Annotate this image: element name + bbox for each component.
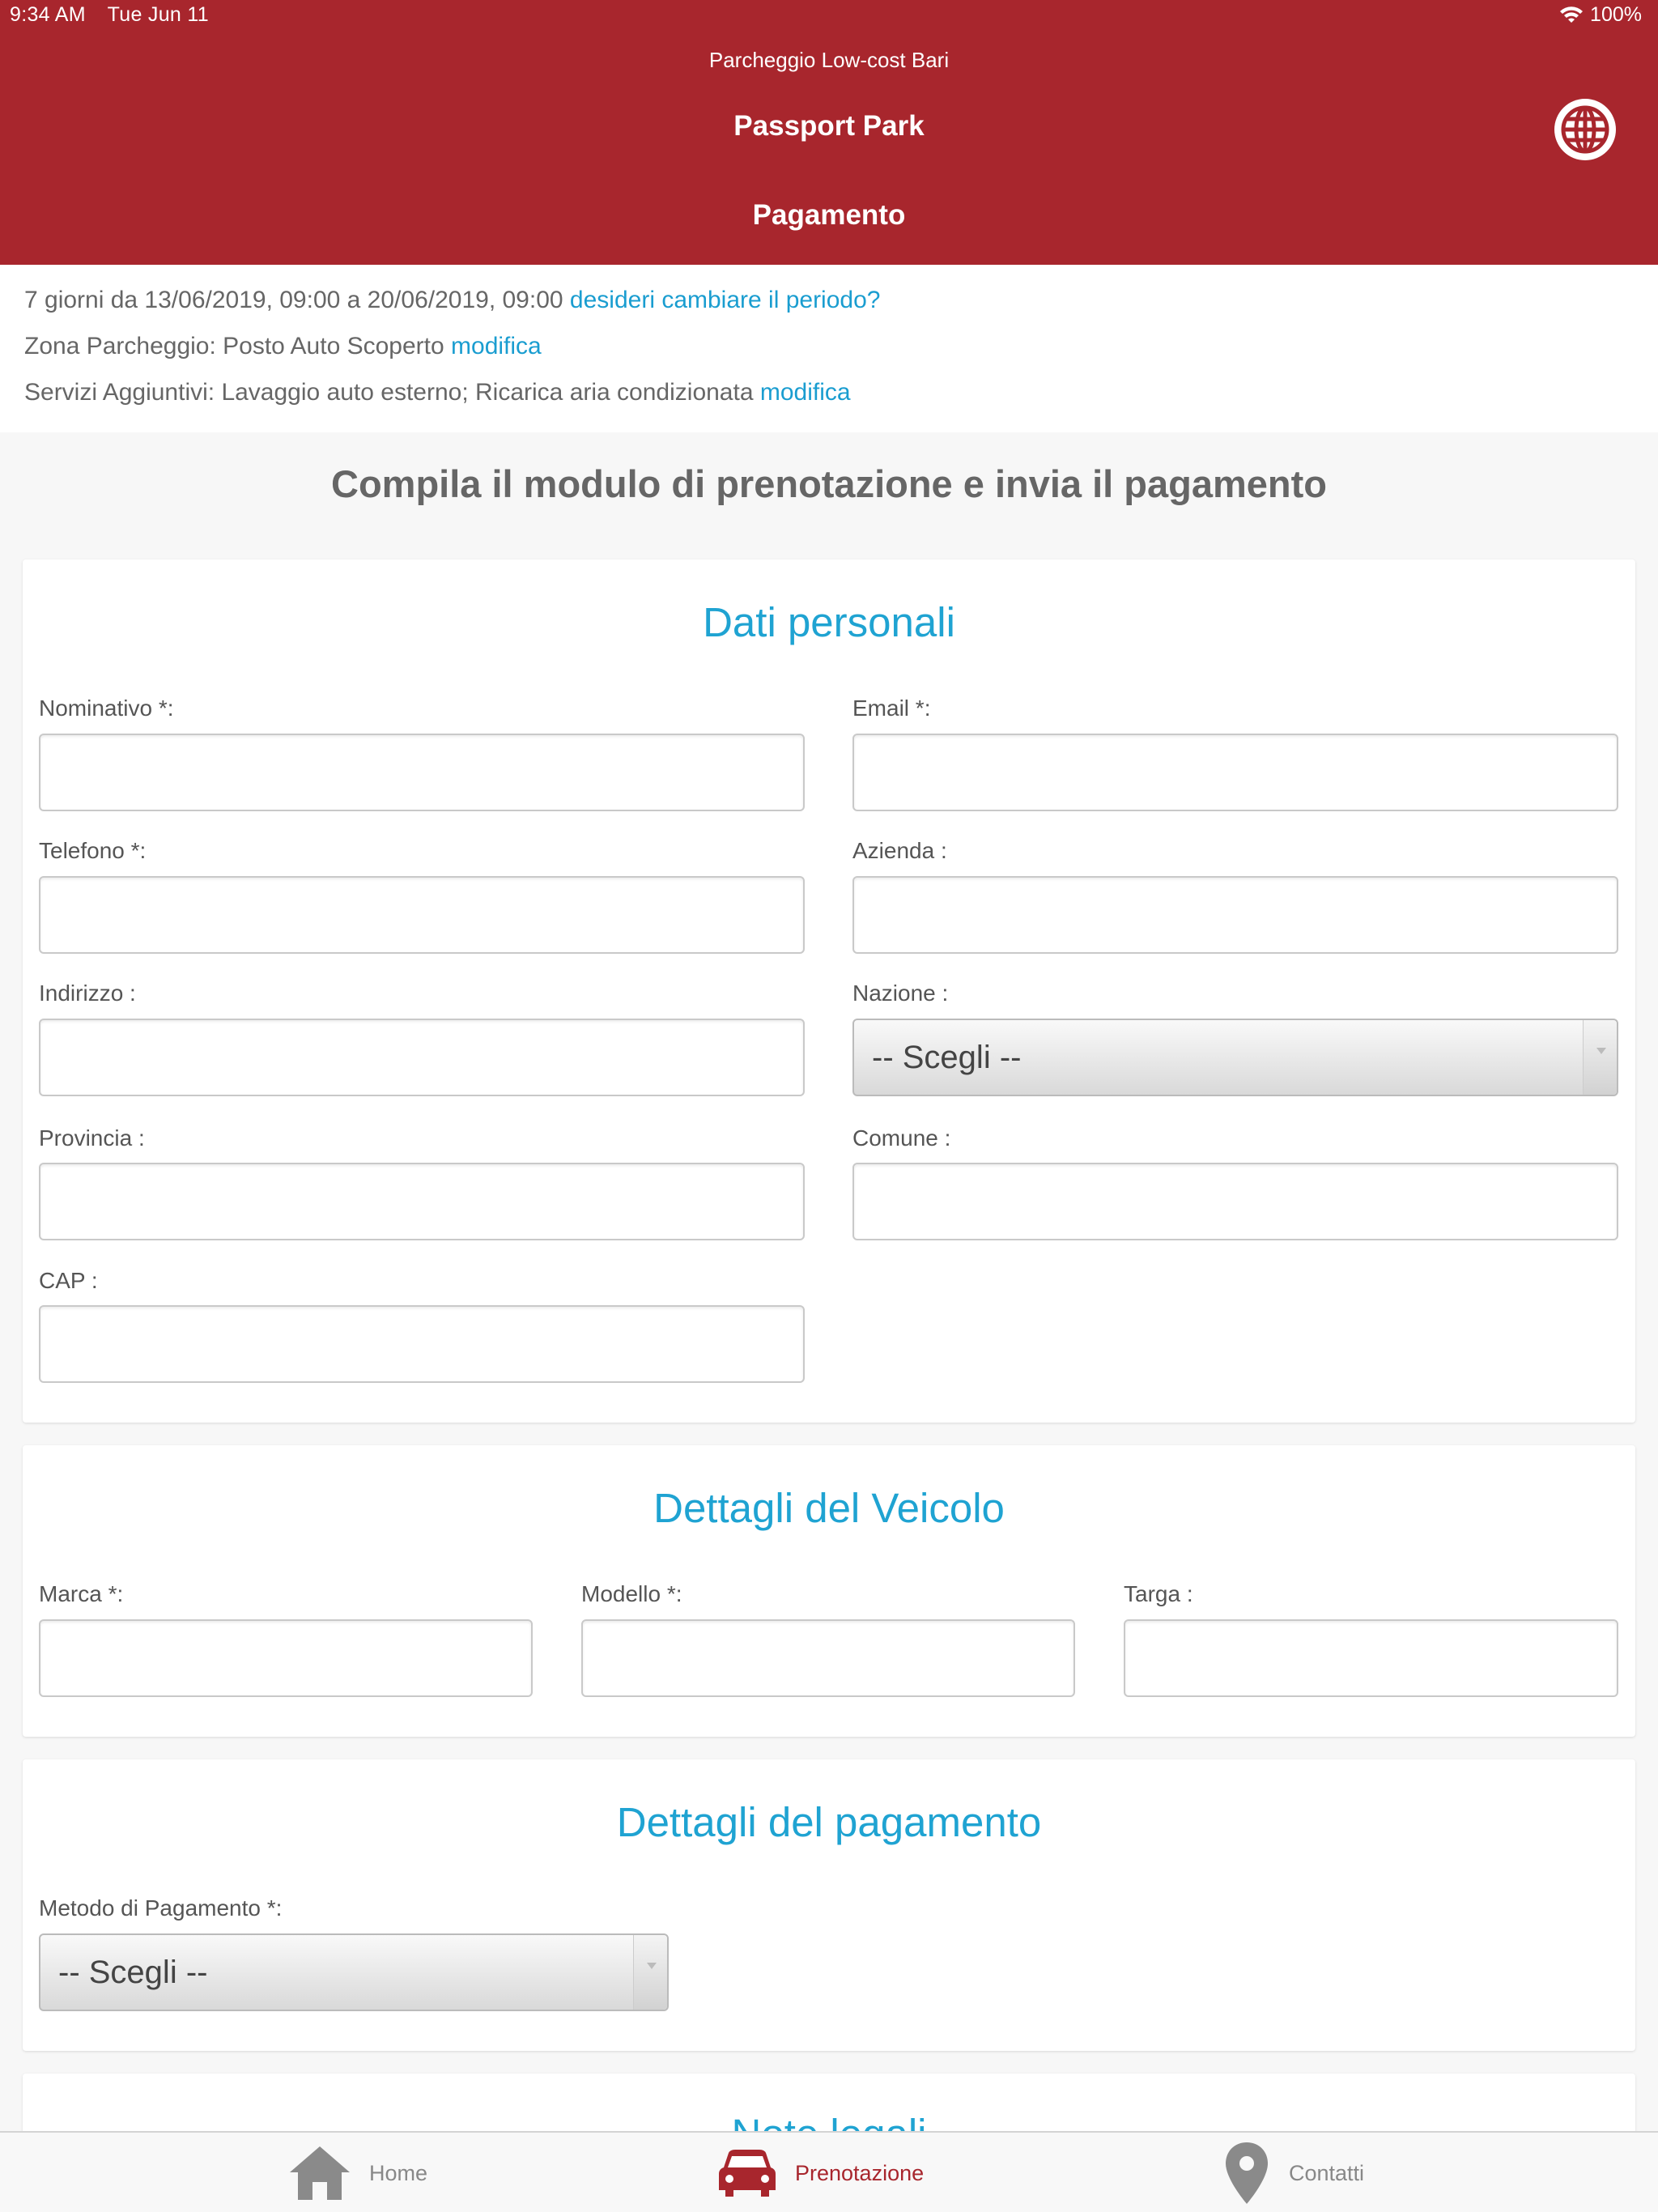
map-pin-icon: [1222, 2141, 1271, 2206]
personal-data-title: Dati personali: [703, 599, 955, 645]
email-label: Email *:: [852, 696, 931, 721]
payment-method-select[interactable]: [39, 1933, 669, 2011]
tab-contatti-label: Contatti: [1289, 2160, 1365, 2185]
marca-label: Marca *:: [39, 1581, 124, 1606]
comune-input[interactable]: [852, 1163, 1618, 1240]
targa-input[interactable]: [1124, 1619, 1618, 1697]
battery-level: 100%: [1590, 3, 1642, 26]
telefono-label: Telefono *:: [39, 838, 147, 863]
tab-prenotazione[interactable]: [717, 2133, 924, 2212]
tab-contatti[interactable]: [1222, 2133, 1364, 2212]
telefono-input[interactable]: [39, 876, 805, 954]
status-bar-right: [1559, 3, 1642, 27]
app-header: [0, 0, 1658, 265]
payment-method-label: Metodo di Pagamento *:: [39, 1895, 283, 1921]
cap-label: CAP :: [39, 1268, 98, 1293]
globe-icon[interactable]: [1551, 96, 1619, 164]
nominativo-input[interactable]: [39, 734, 805, 811]
marca-input[interactable]: [39, 1619, 533, 1697]
chevron-down-icon: [1583, 1020, 1617, 1095]
summary-zone: [24, 333, 542, 360]
cap-input[interactable]: [39, 1305, 805, 1383]
nazione-select[interactable]: [852, 1019, 1618, 1096]
summary-services: [24, 379, 851, 406]
targa-label: Targa :: [1124, 1581, 1193, 1606]
tab-prenotazione-label: Prenotazione: [795, 2160, 925, 2185]
home-icon: [288, 2145, 351, 2201]
payment-card: [23, 1759, 1635, 2051]
indirizzo-input[interactable]: [39, 1019, 805, 1096]
zone-text: Zona Parcheggio: Posto Auto Scoperto: [24, 333, 444, 359]
bottom-tab-bar: [0, 2131, 1658, 2212]
comune-label: Comune :: [852, 1125, 951, 1151]
vehicle-card: [23, 1445, 1635, 1737]
provincia-label: Provincia :: [39, 1125, 145, 1151]
modify-services-link[interactable]: modifica: [759, 379, 851, 406]
wifi-icon: [1559, 6, 1584, 24]
indirizzo-label: Indirizzo :: [39, 981, 136, 1006]
nominativo-label: Nominativo *:: [39, 696, 174, 721]
summary-period: [24, 287, 880, 314]
status-bar-left: [10, 3, 225, 27]
personal-data-card: [23, 559, 1635, 1423]
email-input[interactable]: [852, 734, 1618, 811]
booking-summary: [0, 265, 1658, 432]
payment-title: Dettagli del pagamento: [616, 1799, 1042, 1845]
nazione-selected-value: -- Scegli --: [872, 1040, 1022, 1075]
tab-home[interactable]: [288, 2133, 427, 2212]
form-heading: Compila il modulo di prenotazione e invia il pagamento: [331, 462, 1327, 505]
azienda-label: Azienda :: [852, 838, 947, 863]
payment-method-selected-value: -- Scegli --: [58, 1955, 208, 1990]
header-subtitle: Parcheggio Low-cost Bari: [708, 48, 950, 72]
period-text: 7 giorni da 13/06/2019, 09:00 a 20/06/2019, 09:00: [24, 287, 563, 313]
page-title: Pagamento: [752, 199, 906, 231]
services-text: Servizi Aggiuntivi: Lavaggio auto esterno; Ricarica aria condizionata: [24, 379, 754, 406]
provincia-input[interactable]: [39, 1163, 805, 1240]
chevron-down-icon: [633, 1935, 667, 2010]
change-period-link[interactable]: desideri cambiare il periodo?: [569, 287, 881, 313]
modello-label: Modello *:: [581, 1581, 682, 1606]
modello-input[interactable]: [581, 1619, 1075, 1697]
app-title: Passport Park: [733, 110, 925, 142]
nazione-label: Nazione :: [852, 981, 949, 1006]
azienda-input[interactable]: [852, 876, 1618, 954]
vehicle-title: Dettagli del Veicolo: [653, 1485, 1005, 1531]
car-icon: [717, 2148, 777, 2198]
status-date: Tue Jun 11: [107, 3, 209, 26]
modify-zone-link[interactable]: modifica: [451, 333, 542, 359]
status-time: 9:34 AM: [10, 3, 86, 26]
tab-home-label: Home: [369, 2160, 428, 2185]
